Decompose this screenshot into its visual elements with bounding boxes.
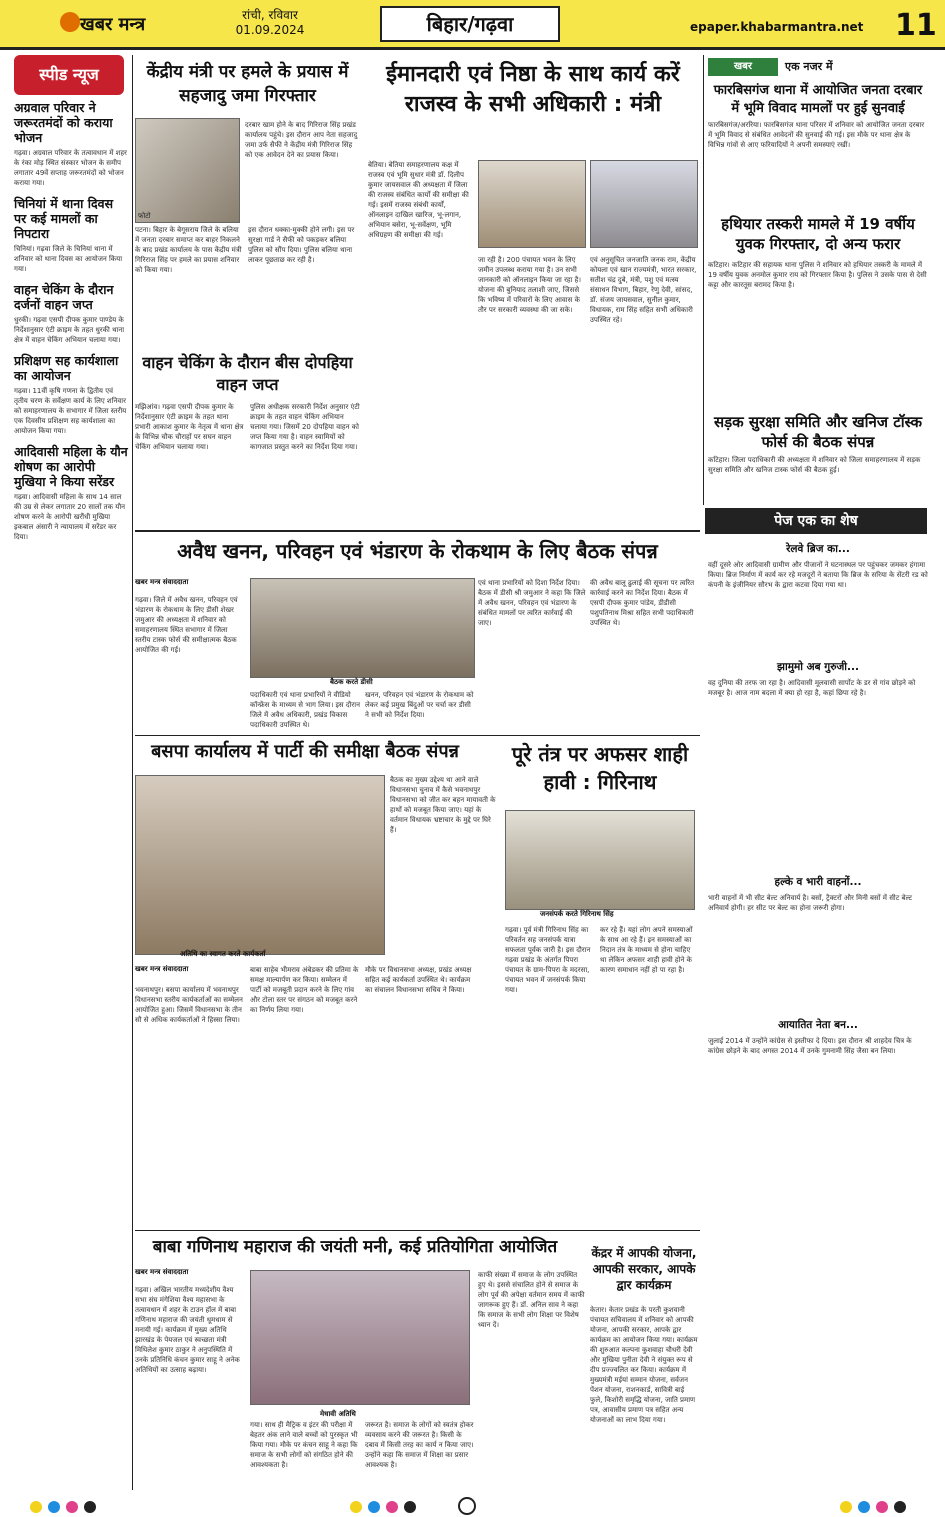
speed-news-item	[14, 100, 129, 188]
article-body: खनन, परिवहन एवं भंडारण के रोकथाम को लेकर कई प्रमुख बिंदुओं पर चर्चा कर डीसी ने सभी को निर्देश दिया।	[365, 691, 474, 719]
section-title: बिहार/गढ़वा	[380, 6, 560, 42]
speed-news-body: गढ़वा। 11वीं कृषि गणना के द्वितीय एवं तृतीय चरण के सर्वेक्षण कार्य के लिए शनिवार को समाहरणालय के सभागार में जिला स्तरीय एक दिवसीय प्रशिक्षण सह कार्यशाला का आयोजन किया गया।	[14, 387, 127, 435]
photo-attack	[135, 118, 240, 223]
column-divider	[703, 55, 704, 505]
speed-news-body: धुरकी। गढ़वा एसपी दीपक कुमार पाण्डेय के निर्देशानुसार एंटी क्राइम के तहत धुरकी थाना क्षेत्र में वाहन चेकिंग अभियान चलाया गया।	[14, 316, 125, 344]
column-divider	[132, 55, 133, 1490]
speed-news-headline[interactable]: आदिवासी महिला के यौन शोषण का आरोपी मुखिया ने किया सरेंडर	[14, 444, 128, 489]
article-body: बाबा साहेब भीमराव अंबेडकर की प्रतिमा के समक्ष माल्यार्पण कर किया। सम्मेलन में पार्टी को मजबूती प्रदान करने के लिए गांव और टोला स्तर पर संगठन को मजबूत करने का निर्णय लिया गया।	[250, 966, 359, 1014]
speed-news-item	[14, 353, 129, 436]
brand-name: खबर मन्त्र	[80, 14, 146, 35]
color-dot	[84, 1501, 96, 1513]
continued-title[interactable]: आयातित नेता बन...	[778, 1019, 858, 1031]
article-body: इस दौरान धक्का-मुक्की होने लगी। इस पर सुरक्षा गार्ड ने सैफी को पकड़कर बलिया पुलिस को सौंप दिया। पुलिस बलिया थाना लाकर पूछताछ कर रही है।	[248, 226, 355, 264]
speed-news-body: गढ़वा। आदिवासी महिला के साथ 14 साल की उम्र से लेकर लगातार 20 सालों तक यौन शोषण करने के आरोपी खरौंधी मुखिया इकबाल अंसारी ने न्यायालय में सरेंडर कर दिया।	[14, 493, 126, 541]
color-dot	[404, 1501, 416, 1513]
headline-baba-ganinath[interactable]: बाबा गणिनाथ महाराज की जयंती मनी, कई प्रतियोगिता आयोजित	[152, 1237, 558, 1257]
article-body: की अवैध बालू ढुलाई की सूचना पर त्वरित कार्रवाई करने का निर्देश दिया। बैठक में एसपी दीपक कुमार पांडेय, डीडीसी पशुपतिनाथ मिश्रा सहित सभी पदाधिकारी उपस्थित थे।	[590, 579, 695, 627]
color-dot	[894, 1501, 906, 1513]
color-dot	[386, 1501, 398, 1513]
article-body: पदाधिकारी एवं थाना प्रभारियों ने वीडियो कॉन्फ्रेंस के माध्यम से भाग लिया। इस दौरान जिले में अवैध अधिकारी, प्रखंड विकास पदाधिकारी उपस्थित थे।	[250, 691, 360, 729]
photo-minister-meeting-2	[590, 160, 698, 248]
continued-body: जुलाई 2014 में उन्होंने कांग्रेस से इस्तीफा दे दिया। इस दौरान श्री शाहदेव चित्र के कांग्रेस छोड़ने के बाद अगस्त 2014 में उनके गुमनामी सिंह जैसा बन लिया।	[708, 1037, 912, 1055]
headline-mining[interactable]: अवैध खनन, परिवहन एवं भंडारण के रोकथाम के लिए बैठक संपन्न	[177, 539, 658, 563]
article-body: मझिआंव। गढ़वा एसपी दीपक कुमार के निर्देशानुसार एंटी क्राइम के तहत थाना प्रभारी आकाश कुमार के नेतृत्व में थाना क्षेत्र के विभिन्न चौक चौराहों पर सघन वाहन चेकिंग अभियान चलाया गया।	[135, 403, 244, 451]
article-body: काफी संख्या में समाज के लोग उपस्थित हुए थे। इससे संचालित होने से समाज के लोग पूर्व की अपेक्षा वर्तमान समय में काफी जागरूक हुए हैं। डॉ. अनिल साव ने कहा कि समाज के सभी लोग शिक्षा पर विशेष ध्यान दें।	[478, 1271, 585, 1329]
photo-jansampark	[505, 810, 695, 910]
photo-caption: बैठक करते डीसी	[330, 678, 373, 686]
page-number: 11	[895, 8, 937, 43]
headline-attack[interactable]: केंद्रीय मंत्री पर हमले के प्रयास में सहजादु जमा गिरफ्तार	[146, 62, 349, 106]
speed-news-item	[14, 444, 129, 542]
photo-mining-meeting	[250, 578, 475, 678]
speed-news-item	[14, 282, 129, 345]
speed-news-headline[interactable]: चिनियां में थाना दिवस पर कई मामलों का निपटारा	[14, 196, 114, 241]
continued-body: वह दुनिया की तरफ जा रहा है। आदिवासी मूलवासी सार्पोट के डर से गांव छोड़ने को मजबूर है। आज नाम बदला में क्या हो रहा है, कहां छिपा रहे है।	[708, 679, 916, 697]
article-body: जा रही है। 200 पंचायत भवन के लिए जमीन उपलब्ध कराया गया है। उन सभी जानकारी को ऑनलाइन किया जा रहा है। योजना की बुनियाद तलाशी जाए, जिससे कि भविष्य में परिवारों के लिए आवास के तौर पर सरकारी व्यवस्था की जा सके।	[478, 256, 582, 314]
photo-caption: फोटो	[138, 212, 151, 220]
headline-tantra[interactable]: पूरे तंत्र पर अफसर शाही हावी : गिरिनाथ	[511, 742, 689, 794]
section-divider	[135, 530, 700, 532]
speed-news-body: चिनियां। गढ़वा जिले के चिनियां थाना में शनिवार को थाना दिवस का आयोजन किया गया।	[14, 245, 123, 273]
article-body: गढ़वा। पूर्व मंत्री गिरिनाथ सिंह का परिवर्तन सह जनसंपर्क यात्रा सफलता पूर्वक जारी है। इस दौरान गढ़वा प्रखंड के अंतर्गत पिपरा पंचायत के ग्राम-पिपरा के मदरसा, पंचायत भवन में जनसंपर्क किया गया।	[505, 926, 591, 994]
article-body: गया। साथ ही मैट्रिक व इंटर की परीक्षा में बेहतर अंक लाने वाले बच्चों को पुरस्कृत भी किया गया। मौके पर कंचन साहू ने कहा कि समाज के सभी लोगों को संगठित होने की आवश्यकता है।	[250, 1421, 358, 1469]
color-dot	[30, 1501, 42, 1513]
dateline-city: रांची, रविवार	[242, 8, 298, 22]
article-body: पटना। बिहार के बेगूसराय जिले के बलिया में जनता दरबार समाप्त कर बाहर निकलने के बाद प्रखंड कार्यालय के पास केंद्रीय मंत्री गिरिराज सिंह पर हमले का प्रयास शनिवार को किया गया।	[135, 226, 242, 274]
article-body: जरूरत है। समाज के लोगों को स्वतंत्र होकर व्यवसाय करने की जरूरत है। किसी के दबाव में किसी तरह का कार्य न किया जाए। उन्होंने कहा कि समाज में शिक्षा का प्रसार आवश्यक है।	[365, 1421, 474, 1469]
color-dot	[350, 1501, 362, 1513]
article-body: पुलिस अधीक्षक सरकारी निर्देश अनुसार एंटी क्राइम के तहत वाहन चेकिंग अभियान चलाया गया। जिसमें 20 दोपहिया वाहन को जप्त किया गया है। वाहन स्वामियों को कागजात प्रस्तुत करने का निर्देश दिया गया।	[250, 403, 360, 451]
speed-news-headline[interactable]: अग्रवाल परिवार ने जरूरतमंदों को कराया भोजन	[14, 100, 113, 145]
headline-jantadarbar[interactable]: फारबिसगंज थाना में आयोजित जनता दरबार में भूमि विवाद मामलों पर हुई सुनवाई	[713, 83, 923, 116]
section-divider	[135, 1230, 700, 1231]
continued-title[interactable]: हल्के व भारी वाहनों...	[774, 876, 862, 888]
photo-bsp-meeting	[135, 775, 385, 955]
continued-body: भारी वाहनों में भी सीट बेल्ट अनिवार्य है। बसों, ट्रैक्टरों और मिनी बसों में सीट बेल्ट अनिवार्य होगी। हर सीट पर बेल्ट का होना जरूरी होगा।	[708, 894, 913, 912]
ek-nazar-label: एक नजर में	[785, 60, 833, 73]
continued-title[interactable]: झामुमो अब गुरुजी...	[777, 661, 859, 673]
article-body: भवनाथपुर। बसपा कार्यालय में भवनाथपुर विधानसभा स्तरीय कार्यकर्ताओं का सम्मेलन आयोजित हुआ। जिसमें विधानसभा के तीन सौ से अधिक कार्यकर्ताओं ने हिस्सा लिया।	[135, 986, 243, 1024]
photo-caption: मेधावी अतिथि	[320, 1410, 356, 1418]
epaper-link[interactable]: epaper.khabarmantra.net	[690, 20, 864, 34]
page-one-rest-banner: पेज एक का शेष	[705, 508, 927, 534]
continued-title[interactable]: रेलवे ब्रिज का...	[786, 543, 850, 555]
headline-kendra[interactable]: केंद्रर में आपकी योजना, आपकी सरकार, आपके द्वार कार्यक्रम	[591, 1246, 697, 1292]
article-body: दरबार खाम होने के बाद गिरिराज सिंह प्रखंड कार्यालय पहुंचे। इस दौरान आप नेता सहजादु जमा उर्फ सैफी ने केंद्रीय मंत्री गिरिराज सिंह को एक आवेदन देने का प्रयास किया।	[245, 121, 358, 159]
article-body: बेतिया। बेतिया समाहरणालय कक्ष में राजस्व एवं भूमि सुधार मंत्री डॉ. दिलीप कुमार जायसवाल की अध्यक्षता में जिला की राजस्व संबंधित कार्यों की समीक्षा की गई। इसमें राजस्व संबंधी कार्यों, ऑनलाइन दाखिल खारिज, भू-लगान, अभियान बसेरा, भू-सर्वेक्षण, भूमि अधिग्रहण की समीक्षा की गई।	[368, 161, 469, 239]
article-body: कटिहार। जिला पदाधिकारी की अध्यक्षता में शनिवार को जिला समाहरणालय में सड़क सुरक्षा समिति और खनिज टास्क फोर्स की बैठक हुई।	[708, 456, 921, 474]
color-dot	[66, 1501, 78, 1513]
article-body: गढ़वा। जिले में अवैध खनन, परिवहन एवं भंडारण के रोकथाम के लिए डीसी शेखर जमुआर की अध्यक्षता में शनिवार को समाहरणालय स्थित सभागार में जिला स्तरीय टास्क फोर्स की समीक्षात्मक बैठक आयोजित की गई।	[135, 596, 238, 654]
speed-news-headline[interactable]: वाहन चेकिंग के दौरान दर्जनों वाहन जप्त	[14, 282, 114, 312]
speed-news-body: गढ़वा। अग्रवाल परिवार के तत्वावधान में शहर के रंका मोड़ स्थित संस्कार भोजन के समीप लगातार 49वें सप्ताह जरूरतमंदों को भोजन कराया गया।	[14, 149, 127, 187]
article-body: एवं थाना प्रभारियों को दिशा निर्देश दिया। बैठक में डीसी श्री जमुआर ने कहा कि जिले में अवैध खनन, परिवहन एवं भंडारण के संबंधित मामलों पर त्वरित कार्रवाई की जाए।	[478, 579, 586, 627]
reporter-credit: खबर मन्त्र संवाददाता	[135, 1268, 189, 1276]
reporter-credit: खबर मन्त्र संवाददाता	[135, 578, 189, 586]
section-divider	[135, 735, 700, 736]
continued-body: वहीं दूसरे ओर आदिवासी ग्रामीण और पीजानों ने घटनास्थल पर पहुंचकर जमकर हंगामा किया। ब्रिज निर्माण में कार्य कर रहे मजदूरों ने बताया कि ब्रिज के सरिया के सेंटरी रड को कंपनी के इंजीनियर सौरभ के द्वारा कटवा दिया गया था।	[708, 561, 928, 589]
color-dot	[876, 1501, 888, 1513]
article-body: कर रहे हैं। यहां लोग अपने समस्याओं के साथ आ रहे हैं। इन समस्याओं का निदान तंत्र के माध्यम से होना चाहिए था लेकिन अफसर शाही हावी होने के कारण समाधान नहीं हो पा रहा है।	[600, 926, 693, 974]
photo-caption: अतिथि का स्वागत करते कार्यकर्ता	[180, 950, 266, 958]
dateline-date: 01.09.2024	[235, 23, 305, 37]
masthead	[0, 0, 945, 50]
headline-road-safety[interactable]: सड़क सुरक्षा समिति और खनिज टॉस्क फोर्स की बैठक संपन्न	[713, 413, 923, 451]
color-dot	[858, 1501, 870, 1513]
article-body: फारबिसगंज/अररिया। फारबिसगंज थाना परिसर में शनिवार को आयोजित जनता दरबार में भूमि विवाद से संबंधित आवेदनों की सुनवाई की गई। इस मौके पर थाना क्षेत्र के विभिन्न गांवों से आए फरियादियों ने अपनी समस्याएं रखीं।	[708, 121, 925, 149]
photo-caption: जनसंपर्क करते गिरिनाथ सिंह	[540, 910, 614, 918]
color-dot	[48, 1501, 60, 1513]
color-dot	[840, 1501, 852, 1513]
headline-minister[interactable]: ईमानदारी एवं निष्ठा के साथ कार्य करें राजस्व के सभी अधिकारी : मंत्री	[386, 62, 680, 117]
headline-bsp[interactable]: बसपा कार्यालय में पार्टी की समीक्षा बैठक संपन्न	[151, 741, 459, 762]
photo-baba-event	[250, 1270, 470, 1405]
article-body: मौके पर विधानसभा अध्यक्ष, प्रखंड अध्यक्ष सहित कई कार्यकर्ता उपस्थित थे। कार्यक्रम का संचालन विधानसभा सचिव ने किया।	[365, 966, 472, 994]
article-body: एवं अनुसूचित जनजाति जनक राम, केंद्रीय कोयला एवं खान राज्यमंत्री, भारत सरकार, सतीश चंद्र दुबे, मंत्री, पशु एवं मत्स्य संसाधन विभाग, बिहार, रेणु देवी, सांसद, डॉ. संजय जायसवाल, सुनील कुमार, विधायक, राम सिंह सहित सभी अधिकारी उपस्थित रहे।	[590, 256, 697, 324]
photo-minister-meeting	[478, 160, 586, 248]
speed-news-column	[14, 100, 129, 550]
headline-vehicle-check[interactable]: वाहन चेकिंग के दौरान बीस दोपहिया वाहन जप्त	[142, 353, 353, 394]
article-body: कटिहार। कटिहार की सहायक थाना पुलिस ने शनिवार को हथियार तस्करी के मामले में 19 वर्षीय युवक अनमोल कुमार राय को गिरफ्तार किया है। पुलिस ने उसके पास से देसी कट्टा और कारतूस बरामद किया है।	[708, 261, 927, 289]
speed-news-label: स्पीड न्यूज	[14, 55, 124, 95]
speed-news-item	[14, 196, 129, 274]
headline-arms-smuggling[interactable]: हथियार तस्करी मामले में 19 वर्षीय युवक गिरफ्तार, दो अन्य फरार	[721, 215, 915, 253]
color-dot	[368, 1501, 380, 1513]
dateline	[230, 8, 310, 38]
reporter-credit: खबर मन्त्र संवाददाता	[135, 965, 189, 973]
khabar-tag: खबर	[708, 58, 778, 76]
speed-news-headline[interactable]: प्रशिक्षण सह कार्यशाला का आयोजन	[14, 353, 119, 383]
article-body: बैठक का मुख्य उद्देश्य था आने वाले विधानसभा चुनाव में कैसे भवनाथपुर विधानसभा को जीत कर बहन मायावती के हाथों को मजबूत किया जाए। यहां के वर्तमान विधायक भ्रष्टाचार के मुद्दे पर घिरे हैं।	[390, 776, 496, 834]
registration-mark-icon	[458, 1497, 476, 1515]
article-body: गढ़वा। अखिल भारतीय मध्यदेशीय वैश्य सभा संघ मंगेशिया वैश्य महासभा के तत्वावधान में शहर के टाउन हॉल में बाबा गणिनाथ महाराज की जयंती धूमधाम से मनायी गई। कार्यक्रम में मुख्य अतिथि झारखंड के पेयजल एवं स्वच्छता मंत्री मिथिलेश कुमार ठाकुर ने अनुपस्थिति में उनके प्रतिनिधि कंचन कुमार साहू ने अनेक अतिथियों का उत्साह बढ़ाया।	[135, 1286, 240, 1374]
article-body: केतार। केतार प्रखंड के परती कुशवानी पंचायत सचिवालय में शनिवार को आपकी योजना, आपकी सरकार, आपके द्वार कार्यक्रम का आयोजन किया गया। कार्यक्रम की शुरुआत कल्पना कुशवाहा चौधरी देवी और मुखिया पुनीता देवी ने संयुक्त रूप से दीप प्रज्ज्वलित कर किया। कार्यक्रम में मुख्यमंत्री मईयां सम्मान योजना, सर्वजन पेंशन योजना, राशनकार्ड, सावित्री बाई फुले, किशोरी समृद्धि योजना, जाति प्रमाण पत्र, आवासीय प्रमाण पत्र सहित अन्य योजनाओं का लाभ दिया गया।	[590, 1306, 698, 1424]
brand-logo-icon	[60, 12, 80, 32]
